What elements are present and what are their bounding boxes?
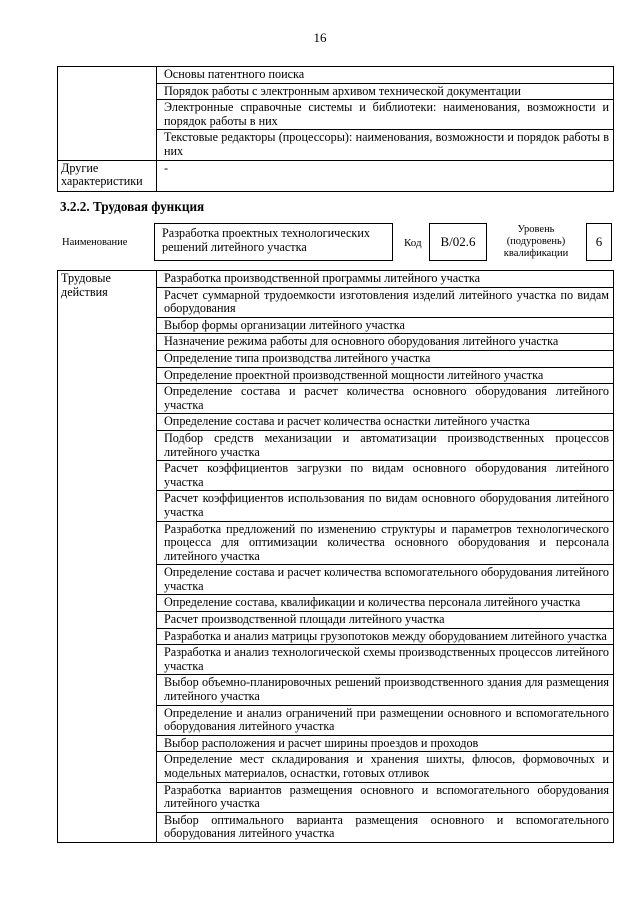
labor-action-item: Определение состава, квалификации и количества персонала литейного участка	[157, 595, 614, 612]
labor-action-item: Определение типа производства литейного участка	[157, 350, 614, 367]
labor-action-item: Расчет производственной площади литейного участка	[157, 612, 614, 629]
labor-action-item: Выбор оптимального варианта размещения основного и вспомогательного оборудования литейного участка	[157, 812, 614, 842]
code-label: Код	[404, 237, 422, 249]
knowledge-item: Электронные справочные системы и библиотеки: наименования, возможности и порядок работы в них	[157, 100, 614, 130]
labor-action-item: Разработка вариантов размещения основного и вспомогательного оборудования литейного участка	[157, 782, 614, 812]
knowledge-table	[57, 66, 614, 192]
labor-action-item: Определение состава и расчет количества основного оборудования литейного участка	[157, 384, 614, 414]
labor-actions-label: Трудовые действия	[58, 271, 157, 843]
name-label: Наименование	[62, 237, 128, 248]
labor-actions-table	[57, 270, 614, 843]
labor-action-item: Определение состава и расчет количества оснастки литейного участка	[157, 414, 614, 431]
labor-action-item: Разработка производственной программы литейного участка	[157, 271, 614, 288]
labor-action-item: Назначение режима работы для основного оборудования литейного участка	[157, 334, 614, 351]
table-row	[58, 67, 614, 84]
labor-action-item: Расчет суммарной трудоемкости изготовления изделий литейного участка по видам оборудования	[157, 287, 614, 317]
labor-action-item: Разработка и анализ технологической схемы производственных процессов литейного участка	[157, 645, 614, 675]
qualification-level-field: 6	[586, 223, 612, 261]
labor-action-item: Подбор средств механизации и автоматизации производственных процессов литейного участка	[157, 430, 614, 460]
knowledge-label-cell	[58, 67, 157, 161]
labor-action-item: Выбор формы организации литейного участка	[157, 317, 614, 334]
labor-action-item: Определение состава и расчет количества вспомогательного оборудования литейного участка	[157, 565, 614, 595]
qualification-level-label: Уровень (подуровень) квалификации	[503, 224, 569, 259]
labor-action-item: Выбор объемно-планировочных решений производственного здания для размещения литейного участка	[157, 675, 614, 705]
other-characteristics-value: -	[157, 160, 614, 191]
table-row	[58, 160, 614, 191]
labor-action-item: Разработка и анализ матрицы грузопотоков между оборудованием литейного участка	[157, 628, 614, 645]
page-number: 16	[313, 30, 327, 45]
labor-action-item: Разработка предложений по изменению структуры и параметров технологического процесса для оптимизации количества основного оборудования и персонала литейного участка	[157, 521, 614, 565]
knowledge-item: Основы патентного поиска	[157, 67, 614, 84]
table-row	[58, 271, 614, 288]
knowledge-item: Текстовые редакторы (процессоры): наименования, возможности и порядок работы в них	[157, 130, 614, 160]
labor-action-item: Определение проектной производственной мощности литейного участка	[157, 367, 614, 384]
labor-action-item: Расчет коэффициентов использования по видам основного оборудования литейного участка	[157, 491, 614, 521]
knowledge-item: Порядок работы с электронным архивом технической документации	[157, 83, 614, 100]
labor-action-item: Расчет коэффициентов загрузки по видам основного оборудования литейного участка	[157, 461, 614, 491]
other-characteristics-label: Другие характеристики	[58, 160, 157, 191]
function-name-field: Разработка проектных технологических решений литейного участка	[154, 223, 393, 261]
labor-action-item: Определение и анализ ограничений при размещении основного и вспомогательного оборудования литейного участка	[157, 705, 614, 735]
section-title: 3.2.2. Трудовая функция	[60, 199, 205, 214]
function-code-field: B/02.6	[429, 223, 487, 261]
labor-action-item: Определение мест складирования и хранения шихты, флюсов, формовочных и модельных материалов, оснастки, готовых отливок	[157, 752, 614, 782]
labor-action-item: Выбор расположения и расчет ширины проездов и проходов	[157, 735, 614, 752]
